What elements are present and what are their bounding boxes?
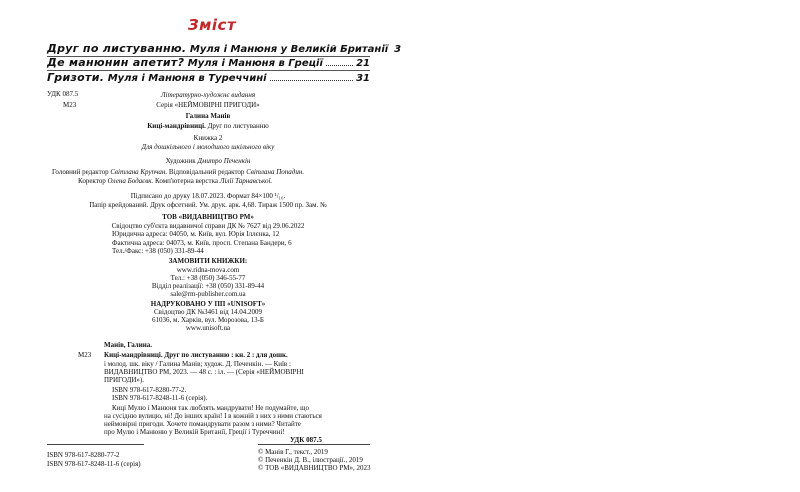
publisher-actual-address: Фактична адреса: 04073, м. Київ, просп. Степана Бандери, 6 [112, 239, 292, 247]
footer-divider-left [47, 444, 144, 445]
catalog-annotation: неймовірні пригоди. Хочете помандрувати разом з ними? Читайте [104, 420, 301, 428]
toc-item-page: 21 [356, 58, 370, 69]
order-email[interactable]: sale@rm-publisher.com.ua [170, 290, 246, 298]
order-phone: Тел.: +38 (050) 346-55-77 [170, 274, 246, 282]
copyright-publisher: © ТОВ «ВИДАВНИЦТВО РМ», 2023 [258, 464, 371, 472]
toc-leader-dots [326, 64, 353, 66]
catalog-line: Киці-мандрівниці. Друг по листуванню : кн. 2 : для дошк. [104, 351, 288, 359]
toc-item-title: Друг по листуванню. Муля і Манюня у Великій Британії [47, 42, 389, 55]
book-title: Киці-мандрівниці. Друг по листуванню [147, 122, 269, 130]
toc-item[interactable] [47, 68, 370, 84]
m-code: М23 [63, 101, 77, 109]
copyright-illustrations: © Печенкін Д. В., ілюстрації., 2019 [258, 456, 363, 464]
book-number: Книжка 2 [193, 134, 223, 142]
toc-leader-dots [270, 79, 353, 81]
catalog-isbn-series: ISBN 978-617-8248-11-6 (серія). [112, 394, 208, 402]
audience: Для дошкільного і молодшого шкільного віку [141, 143, 275, 151]
credits-layout: Коректор Олена Бодаєвк. Комп'ютерна верстка Лілії Тарнавської. [78, 177, 273, 185]
order-sales: Відділ реалізації: +38 (050) 331-89-44 [151, 282, 265, 290]
order-heading: ЗАМОВИТИ КНИЖКИ: [168, 257, 248, 265]
contents-title: Зміст [188, 16, 237, 34]
toc-item-page: 3 [394, 44, 402, 55]
copyright-text: © Манів Г., текст., 2019 [258, 448, 328, 456]
publisher-name: ТОВ «ВИДАВНИЦТВО РМ» [162, 213, 254, 221]
catalog-author: Манів, Галина. [104, 341, 153, 349]
catalog-annotation: Киці Мулю і Манюня так люблять мандрувати! Не подумайте, що [112, 404, 309, 412]
publisher-phone: Тел./Факс: +38 (050) 331-89-44 [112, 247, 204, 255]
toc-item-title: Гризоти. Муля і Манюня в Туреччині [47, 71, 267, 84]
catalog-isbn: ISBN 978-617-8280-77-2. [112, 386, 187, 394]
publisher-cert: Свідоцтво суб'єкта видавничої справи ДК № 7627 від 29.06.2022 [111, 222, 305, 230]
footer-divider-right [258, 444, 370, 445]
toc-item[interactable] [47, 53, 370, 69]
footer-isbn-series: ISBN 978-617-8248-11-6 (серія) [47, 460, 141, 468]
catalog-line: і молод. шк. віку / Галина Манів; худож. Д. Печенкін. — Київ : [104, 360, 291, 368]
catalog-annotation: на сусідню вулицю, ні! До інших країн! І в кожній з них з ними стаються [104, 412, 322, 420]
edition-type: Літературно-художнє видання [160, 91, 256, 99]
footer-isbn: ISBN 978-617-8280-77-2 [47, 451, 120, 459]
order-site[interactable]: www.ridna-mova.com [176, 266, 240, 274]
catalog-annotation: про Мулю і Манюню у Великій Британії, Греції і Туреччині! [104, 428, 285, 436]
printed-cert: Свідоцтво ДК №3461 від 14.04.2009 [154, 308, 262, 316]
printed-site[interactable]: www.unisoft.ua [185, 324, 231, 332]
series: Серія «НЕЙМОВІРНІ ПРИГОДИ» [156, 101, 260, 109]
print-signed: Підписано до друку 18.07.2023. Формат 84×100 ¹/₁₆. [130, 192, 286, 200]
print-specs: Папір крейдований. Друк офсетний. Ум. друк. арк. 4,68. Тираж 1500 пр. Зам. № [89, 201, 327, 209]
author: Галина Манів [185, 112, 231, 120]
printed-address: 61036, м. Харків, вул. Морозова, 13-Б [152, 316, 264, 324]
catalog-m-code: М23 [78, 351, 92, 359]
toc-item-page: 31 [356, 73, 370, 84]
catalog-line: ПРИГОДИ»). [104, 376, 144, 384]
catalog-line: ВИДАВНИЦТВО РМ, 2023. — 48 с. : іл. — (Серія «НЕЙМОВІРНІ [104, 368, 304, 376]
printed-heading: НАДРУКОВАНО У ПП «UNISOFT» [150, 300, 266, 308]
illustrator: Художник Дмитро Печенкін [165, 157, 251, 165]
udk-code: УДК 087.5 [47, 90, 79, 98]
catalog-udk: УДК 087.5 [290, 436, 322, 444]
toc-item-title: Де манюнин апетит? Муля і Манюня в Греції [47, 56, 323, 69]
publisher-legal-address: Юридична адреса: 04050, м. Київ, вул. Юрія Іллєнка, 12 [112, 230, 280, 238]
credits-editors: Головний редактор Світлана Крупчан. Відповідальний редактор Світлана Попадин. [52, 168, 305, 176]
